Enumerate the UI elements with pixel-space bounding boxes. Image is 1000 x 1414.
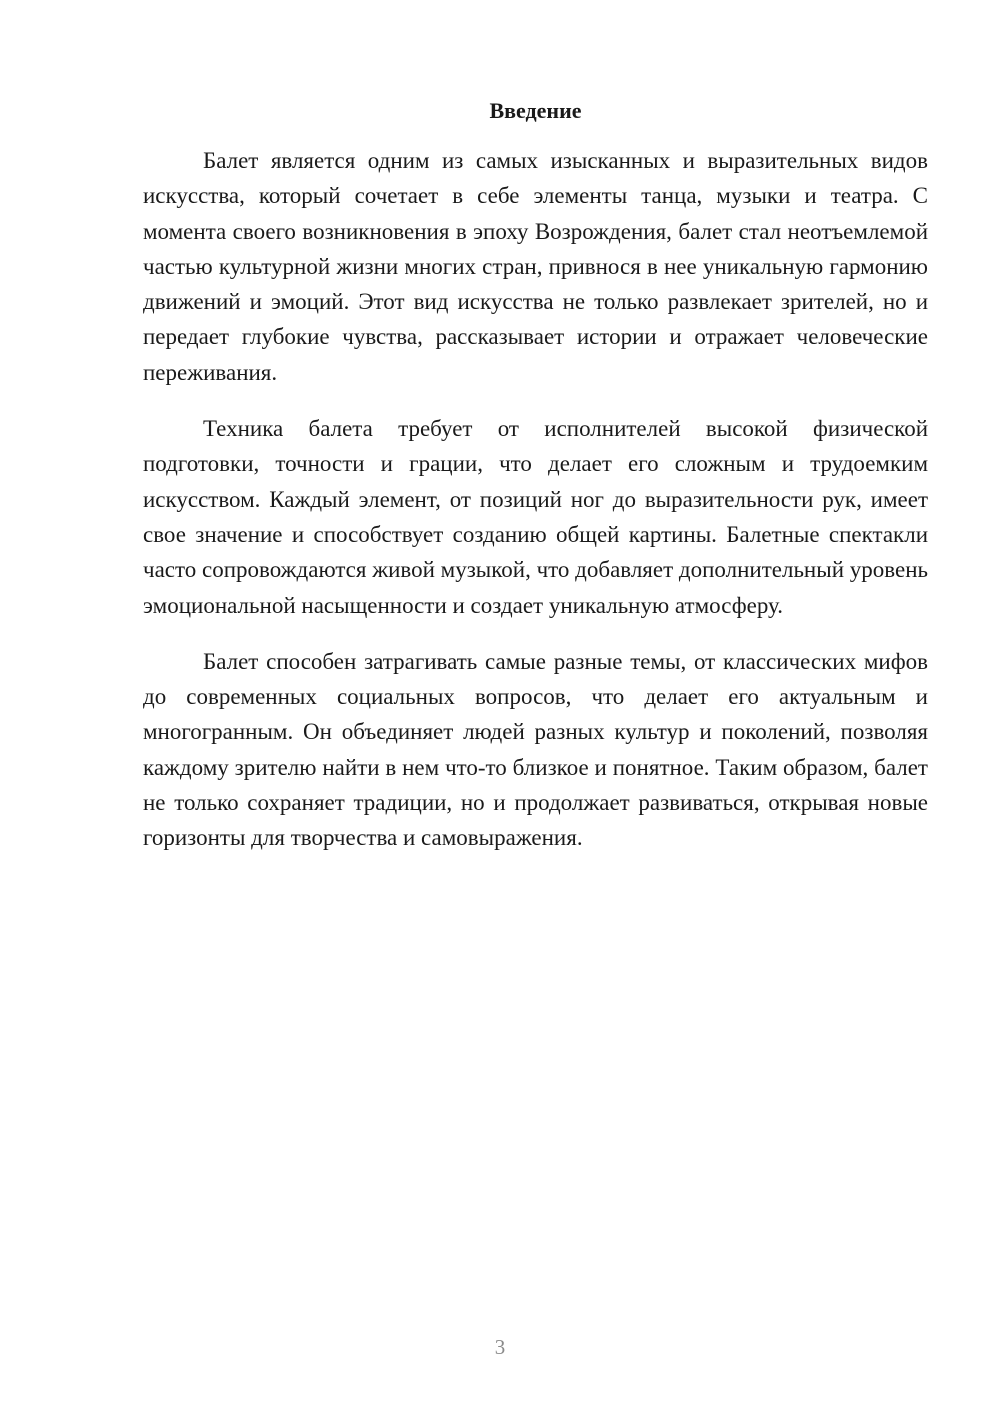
paragraph-2: Техника балета требует от исполнителей высокой физической подготовки, точности и грации, что делает его сложным и трудоемким искусством. Каждый элемент, от позиций ног до выразительности рук, имеет свое значение и способствует созданию общей картины. Балетные спектакли часто сопровождаются живой музыкой, что добавляет дополнительный уровень эмоциональной насыщенности и создает уникальную атмосферу. <box>143 416 928 618</box>
page-number: 3 <box>494 1335 506 1359</box>
paragraph-1: Балет является одним из самых изысканных и выразительных видов искусства, который сочетает в себе элементы танца, музыки и театра. С момента своего возникновения в эпоху Возрождения, балет стал неотъемлемой частью культурной жизни многих стран, привнося в нее уникальную гармонию движений и эмоций. Этот вид искусства не только развлекает зрителей, но и передает глубокие чувства, рассказывает истории и отражает человеческие переживания. <box>143 148 928 385</box>
section-heading: Введение <box>489 98 582 123</box>
paragraph-3: Балет способен затрагивать самые разные темы, от классических мифов до современных социальных вопросов, что делает его актуальным и многогранным. Он объединяет людей разных культур и поколений, позволяя каждому зрителю найти в нем что-то близкое и понятное. Таким образом, балет не только сохраняет традиции, но и продолжает развиваться, открывая новые горизонты для творчества и самовыражения. <box>143 648 928 851</box>
body-text <box>143 143 928 877</box>
